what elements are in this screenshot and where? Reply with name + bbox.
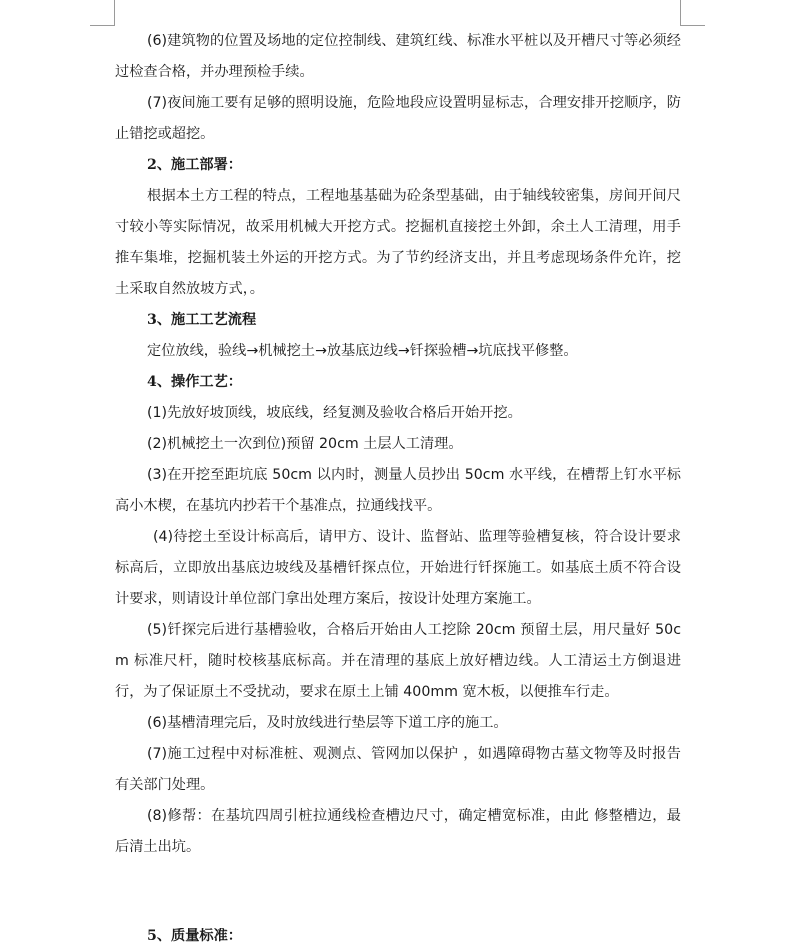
crop-mark-top-right-horizontal [680,25,705,26]
body-paragraph: (7)施工过程中对标准桩、观测点、管网加以保护 ，如遇障碍物古墓文物等及时报告有关部门处理。 [115,746,681,793]
section-heading: 3、施工工艺流程 [147,312,257,328]
body-paragraph: (4)待挖土至设计标高后，请甲方、设计、监督站、监理等验槽复核，符合设计要求标高后，立即放出基底边坡线及基槽钎探点位，开始进行钎探施工。如基底土质不符合设计要求，则请设计单位部门拿出处理方案后，按设计处理方案施工。 [115,529,681,607]
document-body [115,26,681,863]
crop-mark-top-right [680,0,681,26]
body-paragraph: (5)钎探完后进行基槽验收，合格后开始由人工挖除 20cm 预留土层，用尺量好 50cm 标准尺杆，随时校核基底标高。并在清理的基底上放好槽边线。人工清运土方倒退进行，为了保证原土不受扰动，要求在原土上铺 400mm 宽木板，以便推车行走。 [115,622,681,700]
body-paragraph: (2)机械挖土一次到位)预留 20cm 土层人工清理。 [147,436,463,452]
body-paragraph: 根据本土方工程的特点，工程地基基础为砼条型基础，由于轴线较密集，房间开间尺寸较小等实际情况，故采用机械大开挖方式。挖掘机直接挖土外卸，余土人工清理，用手推车集堆，挖掘机装土外运的开挖方式。为了节约经济支出，并且考虑现场条件允许，挖土采取自然放坡方式，。 [115,188,681,297]
crop-mark-top-left-horizontal [90,25,115,26]
body-paragraph: (3)在开挖至距坑底 50cm 以内时，测量人员抄出 50cm 水平线，在槽帮上钉水平标高小木楔，在基坑内抄若干个基准点，拉通线找平。 [115,467,681,514]
body-paragraph: (7)夜间施工要有足够的照明设施，危险地段应设置明显标志，合理安排开挖顺序，防止错挖或超挖。 [115,95,681,142]
body-paragraph: 定位放线，验线→机械挖土→放基底边线→钎探验槽→坑底找平修整。 [147,343,578,359]
section-heading: 2、施工部署： [147,157,242,173]
body-paragraph: (6)基槽清理完后，及时放线进行垫层等下道工序的施工。 [147,715,508,731]
body-paragraph: (6)建筑物的位置及场地的定位控制线、建筑红线、标准水平桩以及开槽尺寸等必须经过检查合格，并办理预检手续。 [115,33,681,80]
heading-quality-standard: 5、质量标准： [147,928,242,943]
section-heading: 4、操作工艺： [147,374,242,390]
body-paragraph: (1)先放好坡顶线，坡底线，经复测及验收合格后开始开挖。 [147,405,522,421]
crop-mark-top-left [114,0,115,26]
cut-off-heading-container [115,928,681,943]
body-paragraph: (8)修帮：在基坑四周引桩拉通线检查槽边尺寸，确定槽宽标准，由此 修整槽边，最后清土出坑。 [115,808,681,855]
